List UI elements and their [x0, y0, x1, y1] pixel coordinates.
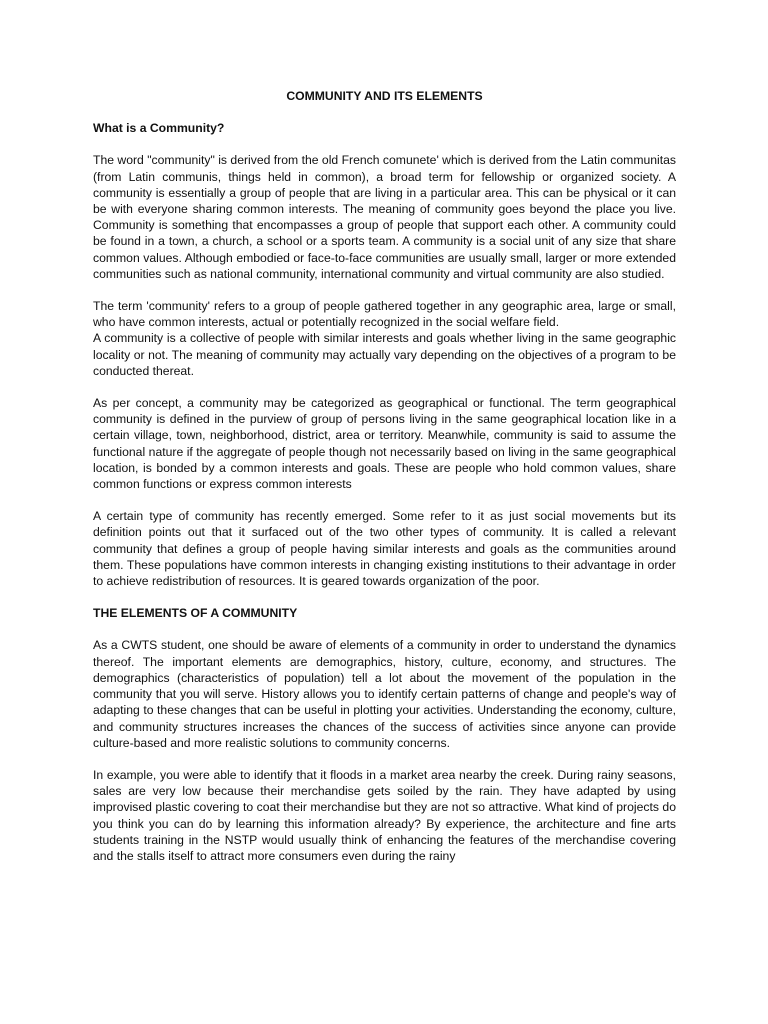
paragraph-4: As per concept, a community may be categorized as geographical or functional. The term geographical community is defined in the purview of group of persons living in the same geographical location like in a certain village, town, neighborhood, district, area or territory. Meanwhile, community is said to assume the functional nature if the aggregate of people though not necessarily based on living in the same geographical location, is bonded by a common interests and goals. These are people who hold common values, share common functions or express common interests: [93, 396, 676, 492]
section-heading-what-is-community: What is a Community?: [93, 121, 225, 136]
document-title: COMMUNITY AND ITS ELEMENTS: [286, 89, 483, 103]
section-heading-elements: THE ELEMENTS OF A COMMUNITY: [93, 606, 298, 621]
document-page: [93, 80, 676, 880]
paragraph-6: As a CWTS student, one should be aware of elements of a community in order to understand the dynamics thereof. The important elements are demographics, history, culture, economy, and structures. The demographics (characteristics of population) tell a lot about the movement of the population in the community that you will serve. History allows you to identify certain patterns of change and people's way of adapting to these changes that can be useful in plotting your activities. Understanding the economy, culture, and community structures increases the chances of the success of activities since anyone can provide culture-based and more realistic solutions to community concerns.: [93, 638, 676, 750]
paragraph-1: The word "community" is derived from the old French comunete' which is derived from the Latin communitas (from Latin communis, things held in common), a broad term for fellowship or organized society. A community is essentially a group of people that are living in a particular area. This can be physical or it can be with everyone sharing common interests. The meaning of community goes beyond the place you live. Community is something that encompasses a group of people that support each other. A community could be found in a town, a church, a school or a sports team. A community is a social unit of any size that share common values. Although embodied or face-to-face communities are usually small, larger or more extended communities such as national community, international community and virtual community are also studied.: [93, 153, 676, 281]
paragraph-2: The term 'community' refers to a group of people gathered together in any geographic area, large or small, who have common interests, actual or potentially recognized in the social welfare field.: [93, 299, 676, 330]
paragraph-5: A certain type of community has recently emerged. Some refer to it as just social movements but its definition points out that it surfaced out of the two other types of community. It is called a relevant community that defines a group of people having similar interests and goals as the communities around them. These populations have common interests in changing existing institutions to their advantage in order to achieve redistribution of resources. It is geared towards organization of the poor.: [93, 509, 676, 589]
paragraph-3: A community is a collective of people with similar interests and goals whether living in the same geographic locality or not. The meaning of community may actually vary depending on the objectives of a program to be conducted thereat.: [93, 331, 676, 378]
paragraph-7: In example, you were able to identify that it floods in a market area nearby the creek. During rainy seasons, sales are very low because their merchandise gets soiled by the rain. They have adapted by using improvised plastic covering to coat their merchandise but they are not so attractive. What kind of projects do you think you can do by learning this information already? By experience, the architecture and fine arts students training in the NSTP would usually think of enhancing the features of the merchandise covering and the stalls itself to attract more consumers even during the rainy: [93, 767, 676, 863]
